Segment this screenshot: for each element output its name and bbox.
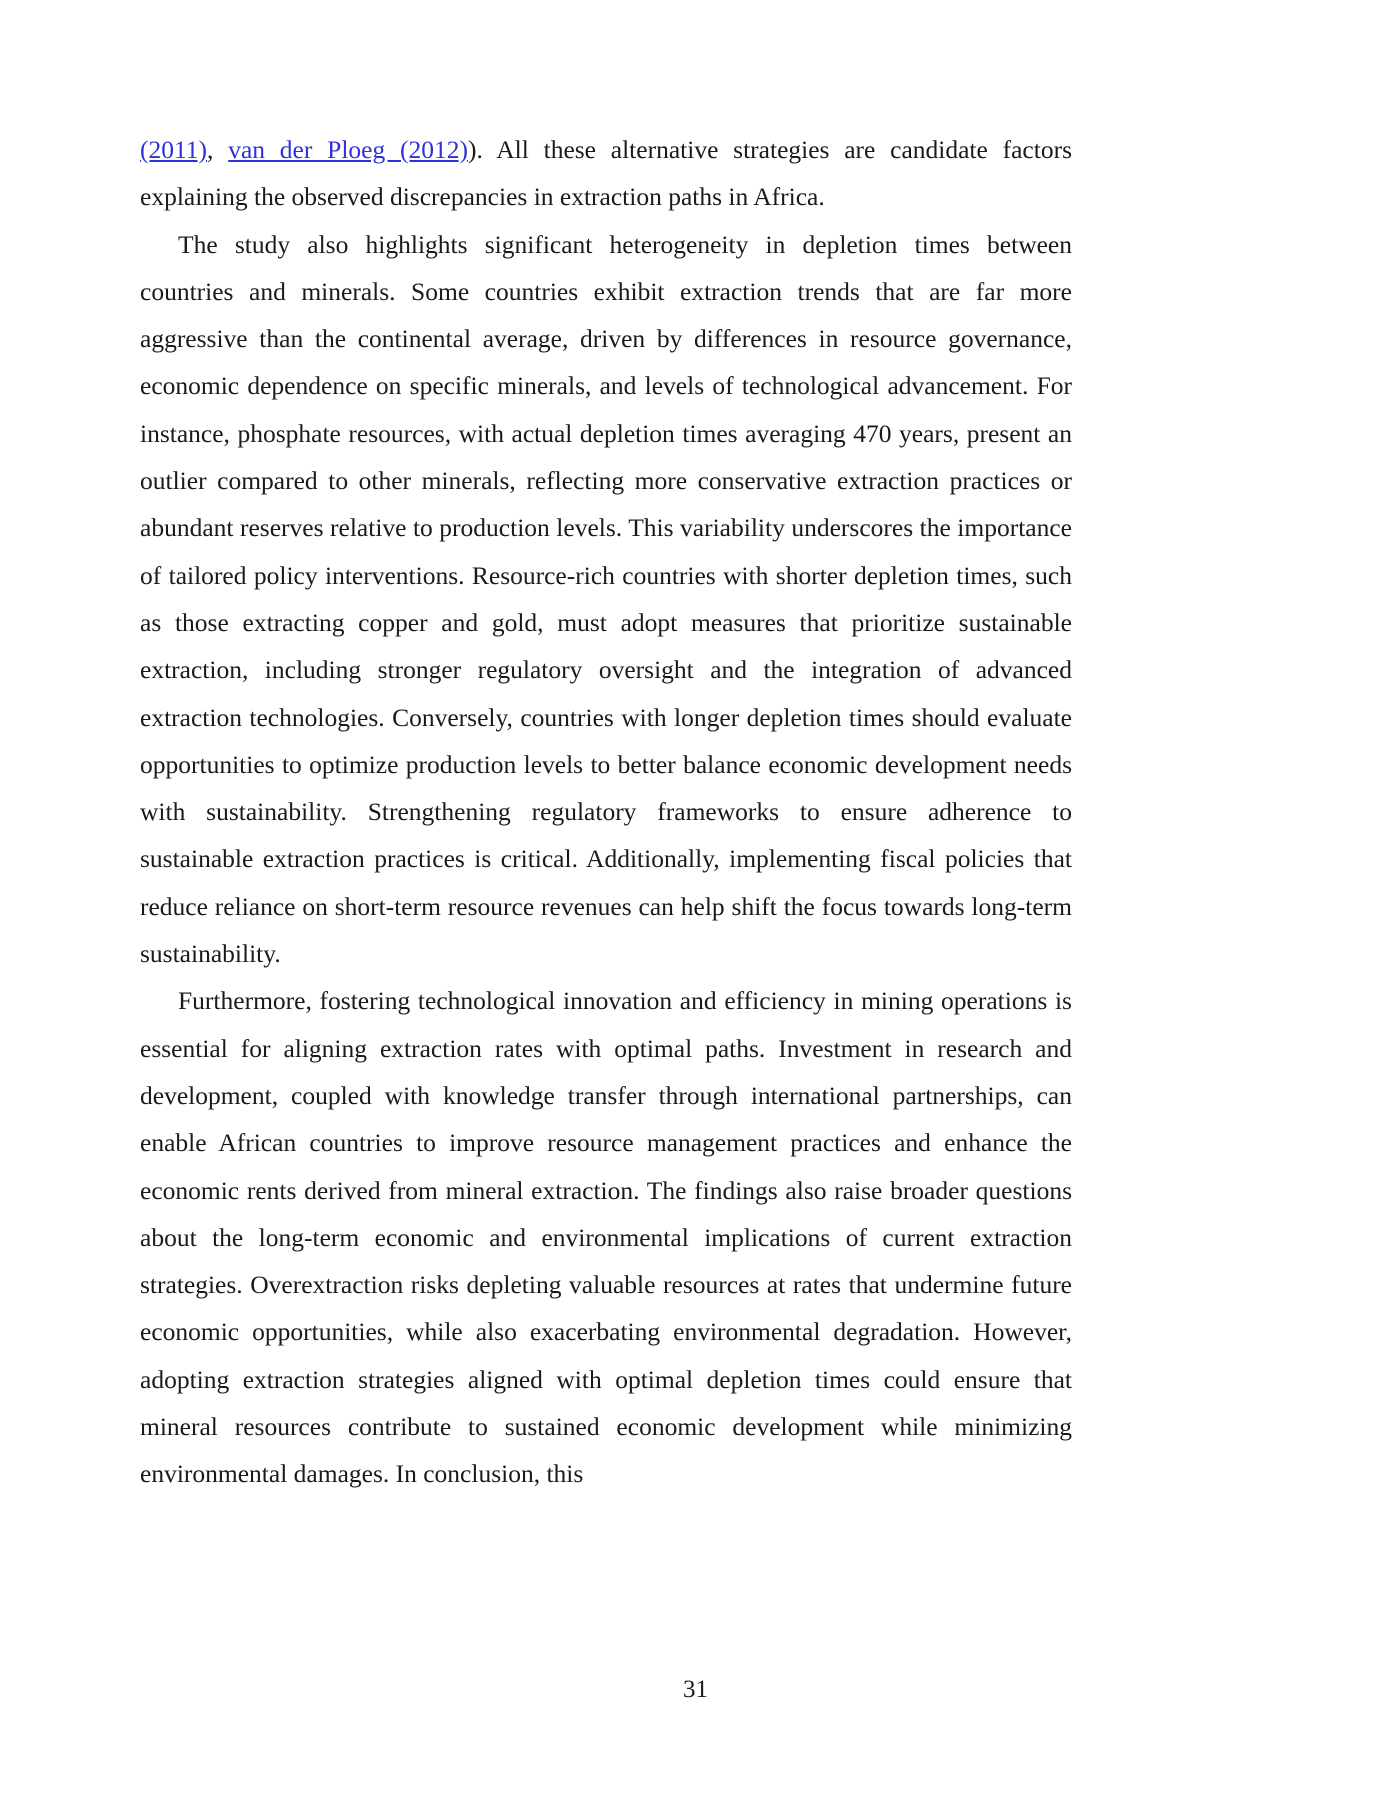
citation-link-2011[interactable]: (2011) [140,135,208,164]
paragraph-citations-continuation [140,126,1072,221]
body-text-column [140,126,1072,1498]
paragraph-heterogeneity: The study also highlights significant heterogeneity in depletion times between countries and minerals. Some countries exhibit extraction trends that are far more aggressive than the continental average, driven by differences in resource governance, economic dependence on specific minerals, and levels of technological advancement. For instance, phosphate resources, with actual depletion times averaging 470 years, present an outlier compared to other minerals, reflecting more conservative extraction practices or abundant reserves relative to production levels. This variability underscores the importance of tailored policy interventions. Resource-rich countries with shorter depletion times, such as those extracting copper and gold, must adopt measures that prioritize sustainable extraction, including stronger regulatory oversight and the integration of advanced extraction technologies. Conversely, countries with longer depletion times should evaluate opportunities to optimize production levels to better balance economic development needs with sustainability. Strengthening regulatory frameworks to ensure adherence to sustainable extraction practices is critical. Additionally, implementing fiscal policies that reduce reliance on short-term resource revenues can help shift the focus towards long-term sustainability. [140,229,1072,969]
citation-link-van-der-ploeg-2012[interactable]: van der Ploeg (2012) [228,135,468,164]
paragraph-text-segment: , [207,135,229,164]
paragraph-text-segment: ). All these alternative strategies are candidate factors explaining the observed discrepancies in extraction paths in Africa. [140,135,1072,212]
page-number: 31 [683,1676,708,1703]
paragraph-innovation: Furthermore, fostering technological innovation and efficiency in mining operations is essential for aligning extraction rates with optimal paths. Investment in research and development, coupled with knowledge transfer through international partnerships, can enable African countries to improve resource management practices and enhance the economic rents derived from mineral extraction. The findings also raise broader questions about the long-term economic and environmental implications of current extraction strategies. Overextraction risks depleting valuable resources at rates that undermine future economic opportunities, while also exacerbating environmental degradation. However, adopting extraction strategies aligned with optimal depletion times could ensure that mineral resources contribute to sustained economic development while minimizing environmental damages. In conclusion, this [140,986,1072,1489]
